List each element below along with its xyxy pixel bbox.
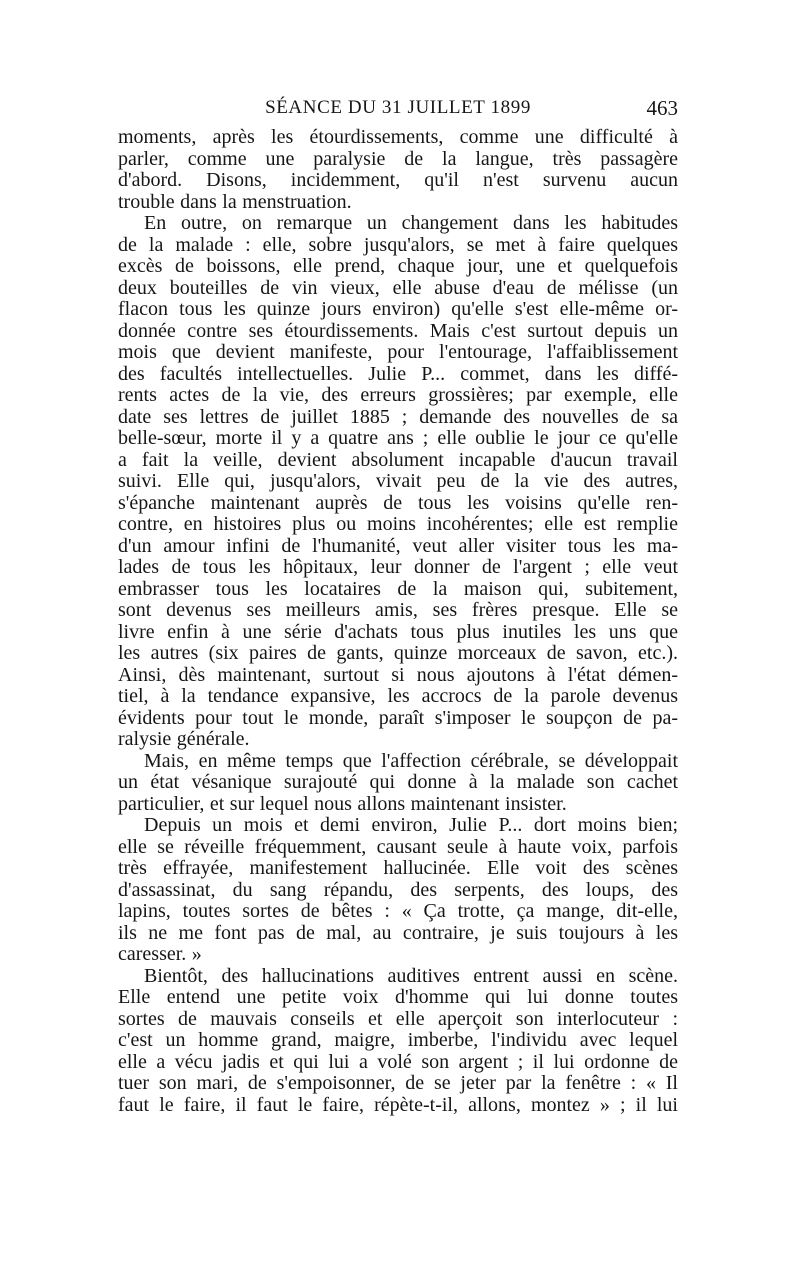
text-line: Ainsi, dès maintenant, surtout si nous ajoutons à l'état démen- xyxy=(118,663,678,686)
text-line: belle-sœur, morte il y a quatre ans ; elle oublie le jour ce qu'elle xyxy=(118,427,678,449)
text-line: En outre, on remarque un changement dans les habitudes xyxy=(144,212,678,234)
text-line: un état vésanique surajouté qui donne à la malade son cachet xyxy=(118,771,678,793)
text-line: donnée contre ses étourdissements. Mais c'est surtout depuis un xyxy=(118,319,678,342)
text-line: Mais, en même temps que l'affection cérébrale, se développait xyxy=(144,749,678,772)
page-header xyxy=(118,94,678,122)
text-line: particulier, et sur lequel nous allons maintenant insister. xyxy=(118,792,567,815)
text-line: d'assassinat, du sang répandu, des serpents, des loups, des xyxy=(118,878,678,901)
text-line: mois que devient manifeste, pour l'entourage, l'affaiblissement xyxy=(118,341,678,363)
text-line: suivi. Elle qui, jusqu'alors, vivait peu de la vie des autres, xyxy=(118,470,678,492)
text-line: Bientôt, des hallucinations auditives entrent aussi en scène. xyxy=(144,964,678,987)
text-line: très effrayée, manifestement hallucinée. Elle voit des scènes xyxy=(118,857,678,879)
text-line: évidents pour tout le monde, paraît s'imposer le soupçon de pa- xyxy=(118,706,678,729)
text-line: ralysie générale. xyxy=(118,728,250,750)
text-line: d'un amour infini de l'humanité, veut aller visiter tous les ma- xyxy=(118,534,678,557)
text-line: embrasser tous les locataires de la maison qui, subitement, xyxy=(118,577,678,600)
text-line: trouble dans la menstruation. xyxy=(118,190,352,213)
text-line: ils ne me font pas de mal, au contraire, je suis toujours à les xyxy=(118,921,678,944)
text-line: des facultés intellectuelles. Julie P... commet, dans les diffé- xyxy=(118,362,678,385)
body-text xyxy=(118,127,678,1116)
text-line: excès de boissons, elle prend, chaque jour, une et quelquefois xyxy=(118,255,678,277)
page-number: 463 xyxy=(646,96,678,120)
text-line: rents actes de la vie, des erreurs grossières; par exemple, elle xyxy=(118,384,678,406)
text-line: sont devenus ses meilleurs amis, ses frères presque. Elle se xyxy=(118,599,678,621)
text-line: a fait la veille, devient absolument incapable d'aucun travail xyxy=(118,448,678,471)
text-line: Depuis un mois et demi environ, Julie P... dort moins bien; xyxy=(144,814,678,836)
text-line: flacon tous les quinze jours environ) qu'elle s'est elle-même or- xyxy=(118,298,678,320)
text-line: lapins, toutes sortes de bêtes : « Ça trotte, ça mange, dit-elle, xyxy=(118,900,678,922)
text-line: sortes de mauvais conseils et elle aperçoit son interlocuteur : xyxy=(118,1007,678,1030)
text-line: tiel, à la tendance expansive, les accrocs de la parole devenus xyxy=(118,685,678,707)
text-line: date ses lettres de juillet 1885 ; demande des nouvelles de sa xyxy=(118,405,678,428)
text-line: contre, en histoires plus ou moins incohérentes; elle est remplie xyxy=(118,513,678,535)
text-line: faut le faire, il faut le faire, répète-t-il, allons, montez » ; il lui xyxy=(118,1093,678,1116)
text-line: elle se réveille fréquemment, causant seule à haute voix, parfois xyxy=(118,835,678,858)
text-line: elle a vécu jadis et qui lui a volé son argent ; il lui ordonne de xyxy=(118,1050,678,1073)
text-line: d'abord. Disons, incidemment, qu'il n'est survenu aucun xyxy=(118,169,678,191)
text-line: lades de tous les hôpitaux, leur donner de l'argent ; elle veut xyxy=(118,556,678,578)
text-line: deux bouteilles de vin vieux, elle abuse d'eau de mélisse (un xyxy=(118,276,678,299)
text-line: tuer son mari, de s'empoisonner, de se jeter par la fenêtre : « Il xyxy=(118,1072,678,1094)
text-line: s'épanche maintenant auprès de tous les voisins qu'elle ren- xyxy=(118,491,678,514)
text-line: parler, comme une paralysie de la langue, très passagère xyxy=(118,147,678,170)
text-line: c'est un homme grand, maigre, imberbe, l'individu avec lequel xyxy=(118,1029,678,1051)
text-line: caresser. » xyxy=(118,943,202,965)
running-head: SÉANCE DU 31 JUILLET 1899 xyxy=(265,97,531,118)
text-line: moments, après les étourdissements, comme une difficulté à xyxy=(118,126,678,148)
text-line: Elle entend une petite voix d'homme qui lui donne toutes xyxy=(118,986,678,1008)
text-line: livre enfin à une série d'achats tous plus inutiles les uns que xyxy=(118,620,678,643)
text-line: les autres (six paires de gants, quinze morceaux de savon, etc.). xyxy=(118,642,678,664)
text-line: de la malade : elle, sobre jusqu'alors, se met à faire quelques xyxy=(118,233,678,256)
